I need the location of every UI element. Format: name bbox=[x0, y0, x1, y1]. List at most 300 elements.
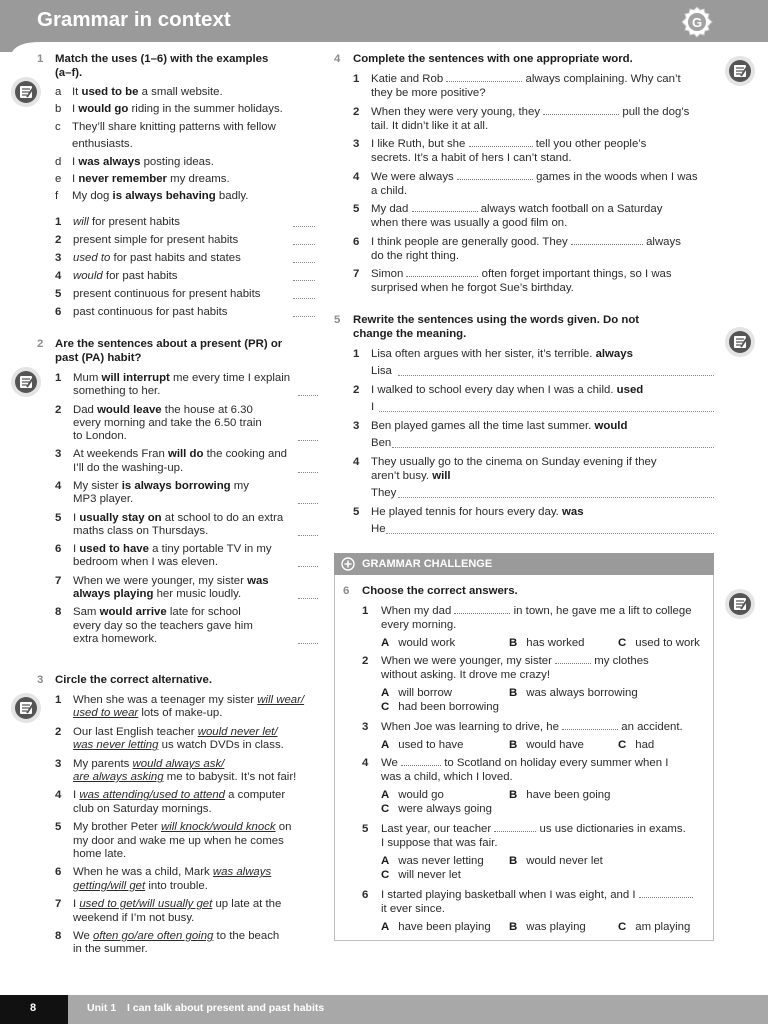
use-number: 1 bbox=[55, 216, 62, 228]
example-text bbox=[72, 155, 214, 169]
text: When Joe was learning to drive, he bbox=[381, 721, 559, 733]
grammar-badge-icon bbox=[681, 6, 713, 38]
exercise-number: 3 bbox=[37, 674, 44, 686]
question-line bbox=[73, 911, 194, 925]
answer-blank[interactable] bbox=[293, 244, 315, 245]
answer-blank[interactable] bbox=[457, 170, 533, 180]
question-line bbox=[371, 505, 584, 519]
text: something to her. bbox=[73, 385, 161, 398]
habit-verb: was bbox=[247, 574, 269, 587]
question-number: 1 bbox=[55, 694, 62, 706]
page-number: 8 bbox=[30, 1002, 37, 1014]
example-letter: c bbox=[55, 120, 61, 133]
text: aren’t busy. bbox=[371, 470, 430, 482]
question-number: 5 bbox=[353, 203, 360, 215]
habit-verb: would leave bbox=[97, 403, 162, 416]
use-text bbox=[73, 287, 260, 301]
use-form: would bbox=[73, 270, 103, 282]
question-line bbox=[73, 447, 287, 461]
question-number: 1 bbox=[55, 372, 62, 384]
answer-blank[interactable] bbox=[298, 598, 318, 599]
question-line bbox=[381, 604, 692, 618]
use-desc: for past habits and states bbox=[110, 252, 241, 264]
text: often forget important things, so I was bbox=[481, 268, 672, 280]
exercise-title: Match the uses (1–6) with the examples bbox=[55, 53, 269, 65]
answer-blank[interactable] bbox=[298, 643, 318, 644]
text: to the beach bbox=[213, 930, 280, 942]
answer-option[interactable] bbox=[509, 738, 584, 752]
text: extra homework. bbox=[73, 632, 158, 645]
question-line bbox=[371, 170, 698, 184]
habit-verb: will interrupt bbox=[101, 372, 170, 384]
example-letter: f bbox=[55, 190, 59, 203]
question-number: 7 bbox=[55, 574, 62, 587]
key-word: used bbox=[616, 384, 644, 396]
answer-option[interactable] bbox=[381, 686, 452, 700]
example-text bbox=[72, 137, 133, 151]
text: my clothes bbox=[594, 655, 649, 667]
use-number: 2 bbox=[55, 234, 62, 246]
question-number: 2 bbox=[55, 725, 62, 738]
svg-text:G: G bbox=[691, 15, 703, 30]
question-line bbox=[73, 802, 212, 816]
answer-option[interactable] bbox=[381, 738, 463, 752]
option-text: will borrow bbox=[398, 687, 453, 699]
answer-option[interactable] bbox=[381, 788, 444, 802]
option-text: will never let bbox=[398, 869, 461, 881]
question-line bbox=[73, 416, 262, 430]
option-letter: A bbox=[381, 921, 390, 933]
question-line bbox=[73, 738, 284, 752]
answer-option[interactable] bbox=[509, 686, 638, 700]
question-line bbox=[73, 847, 126, 861]
question-line bbox=[73, 897, 281, 911]
text: I walked to school every day when I was a child. bbox=[371, 384, 614, 396]
exercise-number: 5 bbox=[334, 314, 341, 326]
answer-blank[interactable] bbox=[392, 447, 714, 448]
alternatives: will knock/would knock bbox=[161, 821, 276, 834]
question-line bbox=[73, 693, 304, 707]
question-line bbox=[371, 137, 646, 151]
use-number: 4 bbox=[55, 270, 62, 282]
question-number: 5 bbox=[362, 823, 369, 835]
question-line bbox=[73, 706, 222, 720]
question-line bbox=[73, 555, 218, 569]
question-line bbox=[73, 384, 160, 398]
option-text: had been borrowing bbox=[398, 701, 499, 713]
example-post: my dreams. bbox=[167, 173, 230, 185]
answer-blank[interactable] bbox=[639, 888, 693, 898]
text: at school to do an extra bbox=[161, 511, 284, 524]
question-line bbox=[73, 632, 157, 646]
exercise-title: Choose the correct answers. bbox=[362, 585, 518, 597]
question-line bbox=[73, 511, 283, 525]
example-pre: It bbox=[72, 86, 82, 98]
example-pre: enthusiasts. bbox=[72, 138, 133, 151]
option-text: were always going bbox=[398, 803, 492, 815]
use-text bbox=[73, 233, 238, 247]
use-text bbox=[73, 251, 241, 265]
exercise-title: (a–f). bbox=[55, 67, 83, 79]
use-form: will bbox=[73, 216, 89, 228]
question-line bbox=[73, 492, 133, 506]
answer-option[interactable] bbox=[509, 636, 584, 650]
answer-option[interactable] bbox=[509, 920, 586, 934]
habit-verb: is always borrowing bbox=[121, 480, 231, 492]
alternatives: getting/will get bbox=[73, 879, 146, 892]
exercise-title: Complete the sentences with one appropriate word. bbox=[353, 53, 633, 65]
text: in town, he gave me a lift to college bbox=[513, 605, 692, 617]
question-line: without asking. It drove me crazy! bbox=[381, 669, 551, 681]
text: Lisa often argues with her sister, it’s terrible. bbox=[371, 348, 593, 360]
text: When we were younger, my sister bbox=[73, 574, 248, 587]
question-line bbox=[371, 455, 657, 469]
text: always watch football on a Saturday bbox=[480, 203, 663, 215]
answer-blank[interactable] bbox=[293, 298, 315, 299]
text: Katie and Rob bbox=[371, 73, 444, 85]
question-number: 7 bbox=[353, 268, 360, 280]
answer-option[interactable] bbox=[509, 788, 610, 802]
answer-option[interactable] bbox=[381, 802, 492, 816]
answer-blank[interactable] bbox=[293, 226, 315, 227]
text: Mum bbox=[73, 372, 102, 384]
text: us watch DVDs in class. bbox=[158, 739, 284, 752]
question-number: 2 bbox=[353, 105, 360, 118]
text: They usually go to the cinema on Sunday evening if they bbox=[371, 456, 657, 468]
exercise-title: change the meaning. bbox=[353, 328, 467, 340]
question-number: 4 bbox=[362, 757, 369, 769]
option-text: would work bbox=[398, 637, 456, 649]
option-letter: B bbox=[509, 921, 518, 933]
text: always bbox=[646, 235, 681, 248]
question-line: it ever since. bbox=[381, 903, 445, 915]
text: always complaining. Why can’t bbox=[525, 73, 681, 85]
answer-blank[interactable] bbox=[543, 105, 619, 115]
example-text bbox=[72, 85, 223, 99]
text: I bbox=[73, 511, 80, 524]
answer-option[interactable] bbox=[509, 854, 603, 868]
text: us use dictionaries in exams. bbox=[539, 823, 686, 835]
option-text: had bbox=[635, 739, 655, 751]
example-pre: They’ll share knitting patterns with fellow bbox=[72, 120, 276, 133]
option-letter: B bbox=[509, 687, 518, 699]
example-post: badly. bbox=[215, 190, 249, 203]
alternatives: used to get/will usually get bbox=[79, 898, 213, 911]
question-line bbox=[381, 654, 649, 668]
answer-option[interactable] bbox=[381, 700, 499, 714]
text: every morning and take the 6.50 train bbox=[73, 416, 262, 429]
answer-blank[interactable] bbox=[298, 472, 318, 473]
text: my bbox=[230, 480, 249, 492]
question-line: when there was usually a good film on. bbox=[371, 217, 568, 229]
answer-blank[interactable] bbox=[298, 395, 318, 396]
question-number: 3 bbox=[55, 448, 62, 461]
exercise-title: Circle the correct alternative. bbox=[55, 674, 213, 686]
question-number: 3 bbox=[55, 757, 62, 770]
question-number: 4 bbox=[55, 789, 62, 802]
option-letter: A bbox=[381, 637, 390, 649]
question-number: 5 bbox=[55, 821, 62, 834]
example-pre: I bbox=[72, 173, 79, 185]
option-text: was always borrowing bbox=[526, 687, 638, 699]
question-number: 2 bbox=[55, 403, 62, 416]
question-number: 6 bbox=[55, 866, 62, 879]
question-line bbox=[381, 720, 683, 734]
example-bold: was always bbox=[78, 155, 141, 168]
answer-option[interactable] bbox=[381, 920, 491, 934]
use-text bbox=[73, 269, 177, 283]
question-line bbox=[371, 72, 681, 86]
option-text: was playing bbox=[526, 921, 586, 933]
sentence-start: I bbox=[371, 401, 375, 413]
answer-blank[interactable] bbox=[298, 440, 318, 441]
question-line bbox=[73, 942, 148, 956]
answer-blank[interactable] bbox=[571, 235, 643, 245]
example-text bbox=[72, 120, 276, 134]
question-line bbox=[73, 725, 278, 739]
question-number: 4 bbox=[353, 170, 360, 183]
workbook-icon bbox=[10, 76, 42, 108]
sentence-start: They bbox=[371, 487, 397, 499]
use-form: used to bbox=[73, 252, 111, 264]
alternatives: was always bbox=[212, 866, 272, 879]
habit-verb: will do bbox=[167, 448, 204, 461]
text: games in the woods when I was bbox=[536, 170, 698, 183]
answer-blank[interactable] bbox=[446, 72, 522, 82]
use-number: 3 bbox=[55, 252, 62, 264]
example-pre: I bbox=[72, 155, 79, 168]
unit-objective: I can talk about present and past habits bbox=[127, 1002, 325, 1014]
answer-option[interactable] bbox=[618, 920, 690, 934]
text: My sister bbox=[73, 480, 122, 492]
text: My brother Peter bbox=[73, 821, 161, 834]
question-number: 5 bbox=[353, 506, 360, 518]
question-line bbox=[73, 865, 271, 879]
question-number: 4 bbox=[353, 456, 360, 468]
habit-verb: would arrive bbox=[99, 606, 167, 619]
answer-option[interactable] bbox=[381, 868, 461, 882]
answer-blank[interactable] bbox=[412, 202, 478, 212]
example-post: riding in the summer holidays. bbox=[128, 103, 283, 116]
text: me every time I explain bbox=[169, 372, 291, 384]
question-number: 2 bbox=[353, 384, 360, 396]
use-desc: for present habits bbox=[88, 216, 181, 228]
option-letter: B bbox=[509, 739, 518, 751]
question-line: surprised when he forgot Sue’s birthday. bbox=[371, 282, 574, 294]
text: I bbox=[73, 543, 80, 556]
answer-blank[interactable] bbox=[562, 720, 618, 730]
text: to Scotland on holiday every summer when I bbox=[444, 757, 669, 769]
question-line bbox=[381, 756, 668, 770]
text: Our last English teacher bbox=[73, 725, 198, 738]
answer-blank[interactable] bbox=[293, 316, 315, 317]
answer-option[interactable] bbox=[618, 636, 700, 650]
text: up late at the bbox=[212, 898, 282, 911]
question-line: a child. bbox=[371, 184, 408, 197]
text: We were always bbox=[371, 170, 454, 183]
answer-option[interactable] bbox=[381, 636, 455, 650]
answer-blank[interactable] bbox=[298, 503, 318, 504]
habit-verb: usually stay on bbox=[79, 511, 162, 524]
text: tell you other people’s bbox=[535, 138, 647, 150]
answer-option[interactable] bbox=[618, 738, 654, 752]
option-letter: A bbox=[381, 687, 390, 699]
answer-blank[interactable] bbox=[293, 262, 315, 263]
text: When we were younger, my sister bbox=[381, 655, 552, 667]
answer-option[interactable] bbox=[381, 854, 484, 868]
example-pre: My dog bbox=[72, 190, 113, 203]
text: in the summer. bbox=[73, 943, 148, 956]
workbook-icon bbox=[724, 326, 756, 358]
option-letter: C bbox=[618, 921, 627, 933]
text: When my dad bbox=[381, 605, 452, 617]
question-number: 2 bbox=[362, 655, 369, 667]
answer-blank[interactable] bbox=[386, 533, 714, 534]
option-text: used to work bbox=[635, 637, 700, 649]
text: MP3 player. bbox=[73, 493, 134, 506]
option-text: would have bbox=[526, 739, 584, 751]
exercise-number: 2 bbox=[37, 338, 44, 350]
question-number: 8 bbox=[55, 930, 62, 942]
text: At weekends Fran bbox=[73, 448, 168, 461]
text: I like Ruth, but she bbox=[371, 138, 466, 150]
example-pre: I bbox=[72, 103, 79, 116]
text: Last year, our teacher bbox=[381, 823, 492, 835]
option-text: have been playing bbox=[398, 921, 491, 933]
example-post: a small website. bbox=[138, 86, 223, 98]
option-letter: C bbox=[618, 637, 627, 649]
answer-blank[interactable] bbox=[401, 756, 441, 766]
exercise-number: 6 bbox=[343, 585, 350, 597]
key-word: always bbox=[595, 348, 633, 360]
answer-blank[interactable] bbox=[398, 497, 714, 498]
text: her music loudly. bbox=[153, 588, 242, 600]
example-letter: a bbox=[55, 86, 62, 98]
plus-circle-icon bbox=[341, 557, 355, 571]
option-letter: C bbox=[381, 701, 390, 713]
use-desc: present simple for present habits bbox=[73, 234, 239, 246]
exercise-number: 4 bbox=[334, 53, 341, 65]
text: We bbox=[381, 757, 398, 769]
question-line bbox=[73, 788, 285, 802]
question-number: 6 bbox=[362, 889, 369, 901]
text: Simon bbox=[371, 268, 404, 280]
option-letter: B bbox=[509, 637, 518, 649]
grammar-challenge-title: GRAMMAR CHALLENGE bbox=[362, 558, 493, 570]
question-line: every morning. bbox=[381, 619, 457, 631]
question-number: 1 bbox=[353, 73, 360, 85]
text: I think people are generally good. They bbox=[371, 235, 568, 248]
text: When they were very young, they bbox=[371, 105, 541, 118]
use-text bbox=[73, 305, 228, 319]
text: We bbox=[73, 930, 94, 942]
question-line bbox=[371, 202, 662, 216]
text: He played tennis for hours every day. bbox=[371, 506, 559, 518]
question-number: 8 bbox=[55, 606, 62, 619]
option-letter: B bbox=[509, 789, 518, 801]
text: I’ll do the washing-up. bbox=[73, 461, 184, 474]
answer-blank[interactable] bbox=[398, 375, 714, 376]
question-line bbox=[73, 757, 224, 771]
question-line bbox=[73, 770, 296, 784]
alternatives: would always ask/ bbox=[132, 757, 225, 770]
question-number: 7 bbox=[55, 898, 62, 911]
use-number: 5 bbox=[55, 288, 62, 300]
text: the house at 6.30 bbox=[161, 403, 253, 416]
sentence-start: Lisa bbox=[371, 365, 392, 377]
question-number: 6 bbox=[353, 235, 360, 248]
key-word: would bbox=[594, 420, 628, 432]
question-number: 3 bbox=[353, 138, 360, 150]
sentence-start: He bbox=[371, 523, 386, 535]
text: a computer bbox=[225, 789, 286, 802]
text: Sam bbox=[73, 606, 100, 619]
habit-verb: always playing bbox=[73, 588, 154, 600]
text: my door and wake me up when he comes bbox=[73, 834, 284, 847]
exercise-title: Rewrite the sentences using the words given. Do not bbox=[353, 314, 640, 326]
answer-blank[interactable] bbox=[555, 654, 591, 664]
question-line: was a child, which I loved. bbox=[381, 771, 513, 783]
question-line bbox=[73, 403, 253, 417]
text: maths class on Thursdays. bbox=[73, 524, 209, 537]
key-word: will bbox=[432, 470, 451, 482]
question-line bbox=[73, 929, 279, 943]
option-letter: C bbox=[381, 803, 390, 815]
option-letter: A bbox=[381, 855, 390, 867]
answer-blank[interactable] bbox=[454, 604, 510, 614]
question-line bbox=[381, 888, 693, 902]
question-line bbox=[73, 587, 241, 601]
answer-blank[interactable] bbox=[298, 535, 318, 536]
question-number: 1 bbox=[353, 348, 360, 360]
text: weekend if I’m not busy. bbox=[73, 911, 195, 924]
text: pull the dog’s bbox=[622, 105, 690, 118]
answer-blank[interactable] bbox=[406, 267, 478, 277]
answer-blank[interactable] bbox=[298, 566, 318, 567]
exercise-title: Are the sentences about a present (PR) or bbox=[55, 338, 283, 350]
question-line bbox=[73, 574, 269, 588]
text: Dad bbox=[73, 403, 98, 416]
question-line: do the right thing. bbox=[371, 249, 460, 262]
text: bedroom when I was eleven. bbox=[73, 556, 218, 569]
question-line bbox=[73, 834, 284, 848]
example-post: posting ideas. bbox=[140, 155, 214, 168]
option-text: have been going bbox=[526, 789, 611, 801]
text: My dad bbox=[371, 203, 409, 215]
example-letter: d bbox=[55, 155, 62, 168]
habit-verb: used to have bbox=[79, 543, 149, 556]
example-text bbox=[72, 189, 248, 203]
question-line: secrets. It’s a habit of hers I can’t stand. bbox=[371, 152, 572, 164]
text: I bbox=[73, 898, 80, 911]
example-letter: e bbox=[55, 173, 62, 185]
option-text: would go bbox=[398, 789, 444, 801]
answer-blank[interactable] bbox=[379, 411, 714, 412]
answer-blank[interactable] bbox=[494, 822, 536, 832]
answer-blank[interactable] bbox=[293, 280, 315, 281]
alternatives: was attending/used to attend bbox=[79, 789, 225, 802]
question-line bbox=[73, 371, 290, 385]
question-number: 3 bbox=[353, 420, 360, 432]
option-letter: B bbox=[509, 855, 518, 867]
answer-blank[interactable] bbox=[469, 137, 533, 147]
unit-label: Unit 1 bbox=[87, 1002, 117, 1014]
alternatives: was never letting bbox=[73, 739, 159, 752]
alternatives: used to wear bbox=[73, 707, 139, 720]
question-number: 3 bbox=[362, 721, 369, 733]
option-text: am playing bbox=[635, 921, 691, 933]
key-word: was bbox=[562, 506, 584, 518]
